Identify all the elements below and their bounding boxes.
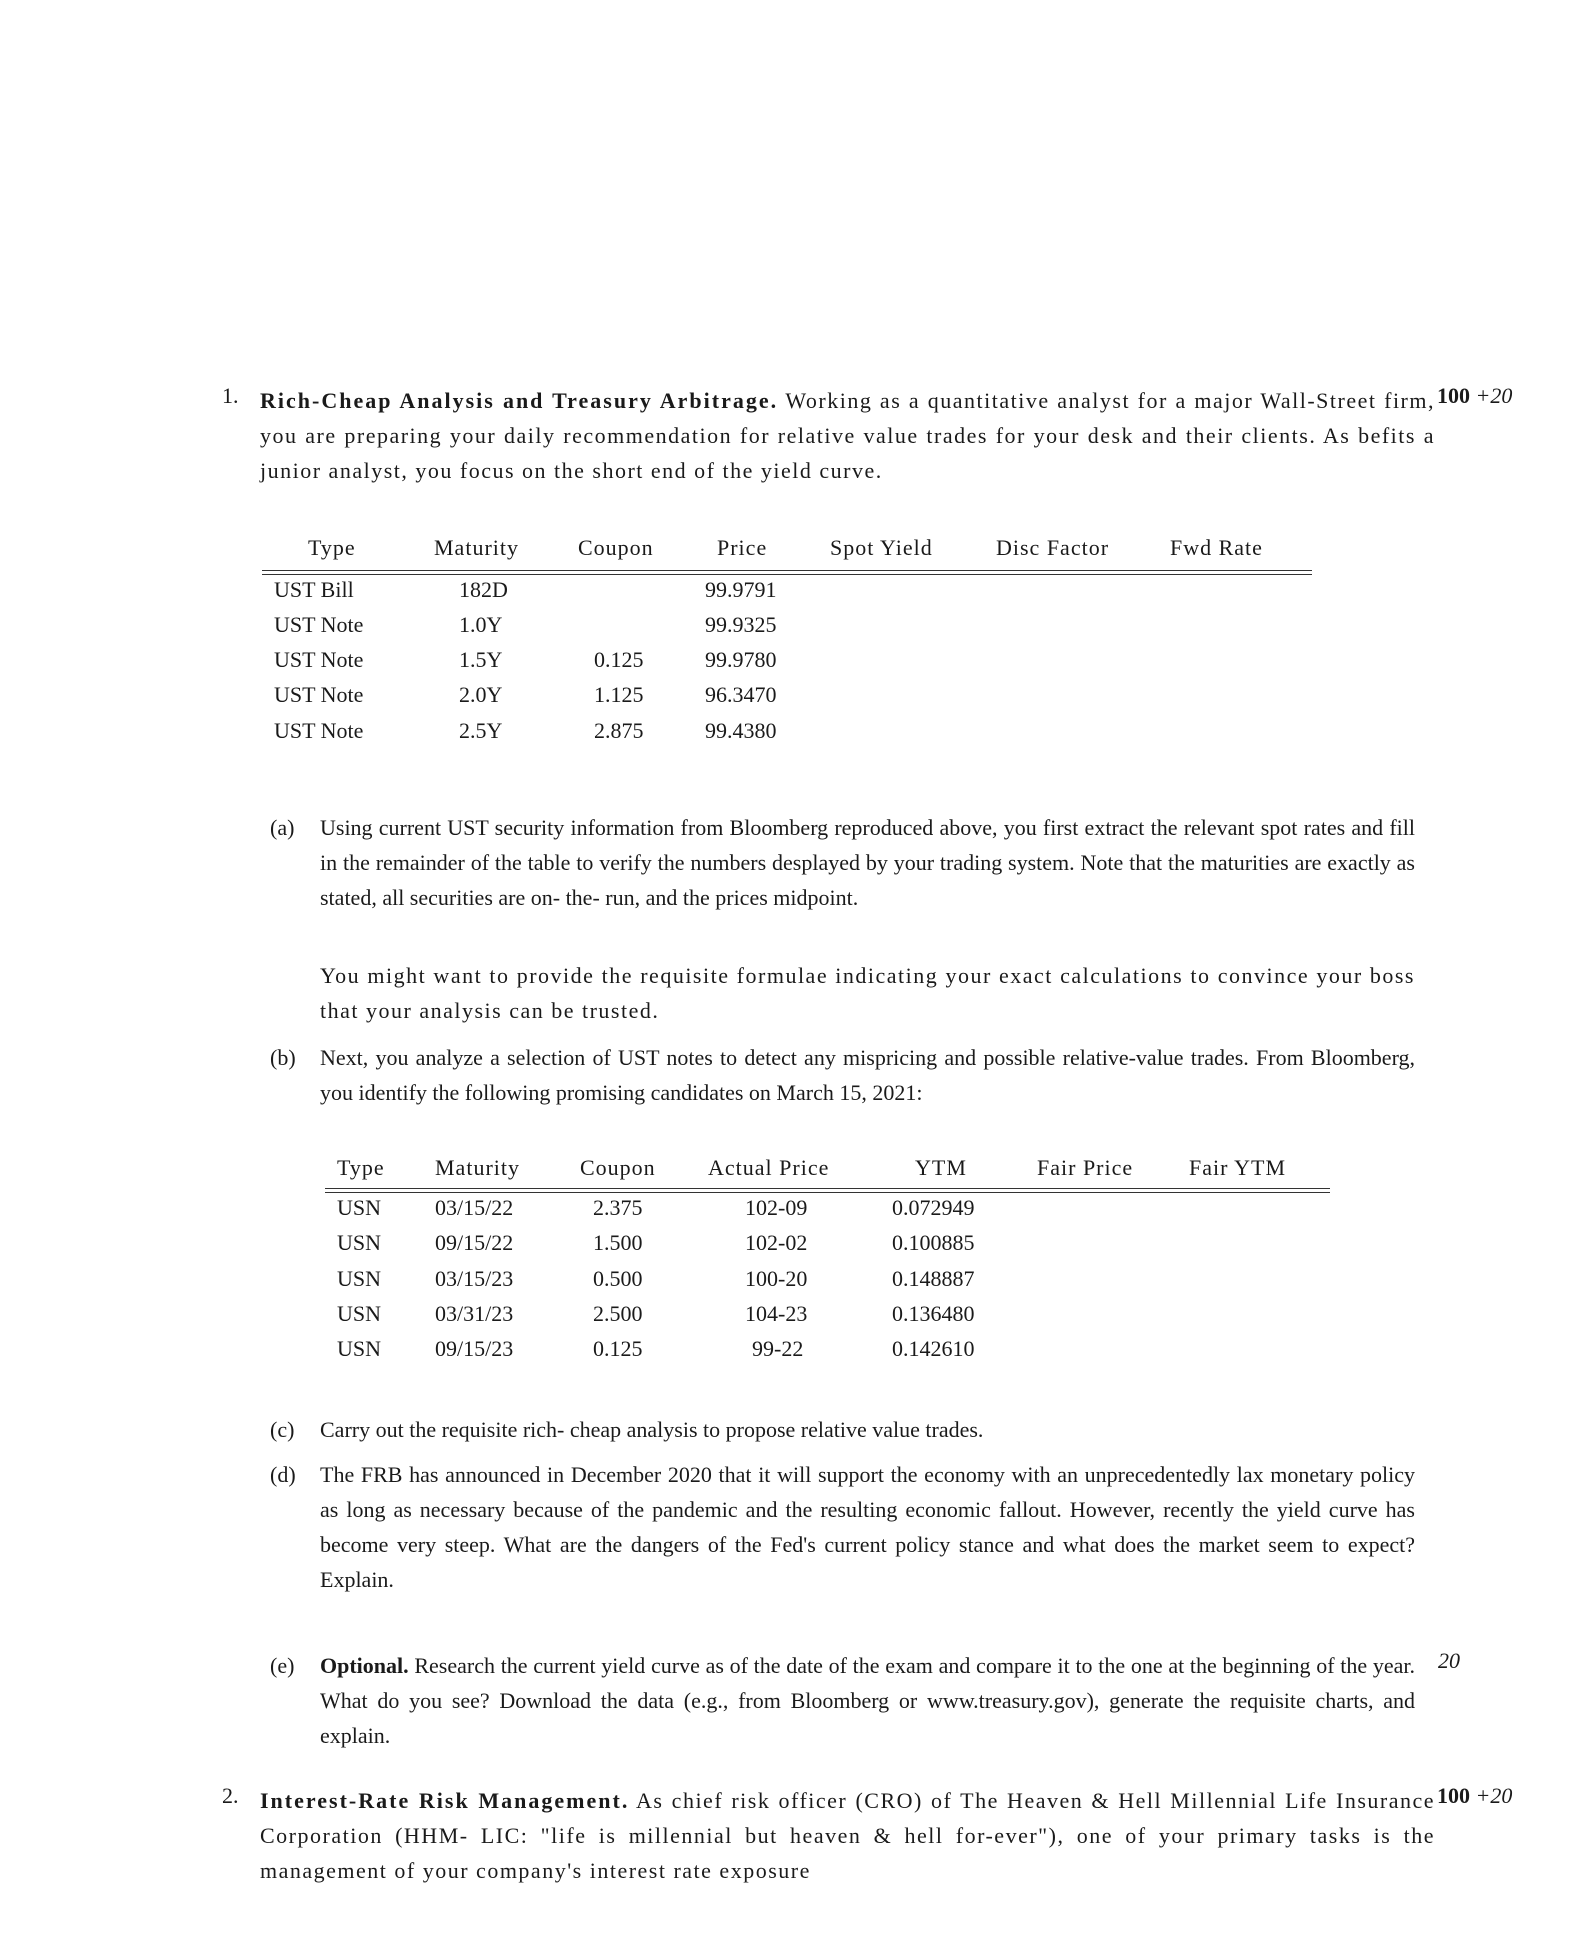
table-cell: 1.5Y [459,647,503,672]
table-cell: 0.500 [593,1266,643,1291]
table-cell: 09/15/22 [435,1230,514,1255]
table-cell: 03/15/23 [435,1266,514,1291]
table-cell: 1.0Y [459,612,503,637]
column-header: Coupon [578,535,654,560]
table-cell: 1.125 [594,682,644,707]
optional-points: 20 [1438,1648,1460,1673]
table-cell: 2.375 [593,1195,643,1220]
table-cell: 99.9325 [705,612,777,637]
part-label: (b) [270,1045,296,1070]
candidates-table [325,1155,1330,1365]
table-cell: UST Note [274,682,364,707]
table-cell: 0.072949 [892,1195,975,1220]
part-label: (c) [270,1417,295,1442]
column-header: Maturity [435,1155,520,1180]
part-c-text: Carry out the requisite rich- cheap analysis to propose relative value trades. [320,1417,984,1442]
table-cell: 99-22 [752,1336,804,1361]
spot-rate-table [262,535,1312,745]
column-header: YTM [915,1155,967,1180]
table-cell: 99.4380 [705,718,777,743]
part-a [270,810,1415,1030]
problem-points [1437,1783,1512,1809]
column-header: Fair YTM [1189,1155,1287,1180]
part-e-text [320,1648,1415,1753]
table-cell: 102-02 [745,1230,808,1255]
table-cell: 03/31/23 [435,1301,514,1326]
problem-intro-text: As chief risk officer (CRO) of The Heaven & Hell Millennial Life Insurance Corporation (HHM- LIC: "life is millennial but heaven & hell for-ever"), one of your primary tasks is the management of your company's interest rate exposure [260,1788,1436,1883]
table-cell: 0.125 [594,647,644,672]
part-label: (d) [270,1462,296,1487]
table-cell: 0.136480 [892,1301,975,1326]
header-rule [262,570,1312,575]
column-header: Type [337,1155,385,1180]
table-cell: UST Note [274,612,364,637]
column-header: Type [308,535,356,560]
problem-intro [260,1783,1435,1888]
table-cell: 2.875 [594,718,644,743]
table-cell: 0.148887 [892,1266,975,1291]
column-header: Coupon [580,1155,656,1180]
header-rule [325,1188,1330,1193]
table-cell: 102-09 [745,1195,808,1220]
table-cell: 0.125 [593,1336,643,1361]
problem-intro-text: Working as a quantitative analyst for a major Wall-Street firm, you are preparing your daily recommendation for relative value trades for your desk and their clients. As befits a junior analyst, you focus on the short end of the yield curve. [260,388,1435,483]
problem-title: Interest-Rate Risk Management. [260,1788,630,1813]
column-header: Disc Factor [996,535,1110,560]
table-cell: 1.500 [593,1230,643,1255]
table-cell: UST Note [274,718,364,743]
part-label: (a) [270,815,295,840]
table-cell: USN [337,1301,382,1326]
table-cell: USN [337,1336,382,1361]
table-cell: 03/15/22 [435,1195,514,1220]
column-header: Fair Price [1037,1155,1134,1180]
column-header: Fwd Rate [1170,535,1263,560]
column-header: Price [717,535,768,560]
problem-title: Rich-Cheap Analysis and Treasury Arbitrage. [260,388,779,413]
optional-label: Optional. [320,1653,409,1678]
problem-number: 2. [222,1783,239,1808]
table-cell: 96.3470 [705,682,777,707]
part-b-text: Next, you analyze a selection of UST notes to detect any mispricing and possible relative-value trades. From Bloomberg, you identify the following promising candidates on March 15, 2021: [320,1045,1415,1105]
table-cell: UST Note [274,647,364,672]
table-cell: USN [337,1266,382,1291]
problem-points [1437,383,1512,409]
table-cell: 2.5Y [459,718,503,743]
table-cell: UST Bill [274,577,354,602]
table-cell: 104-23 [745,1301,808,1326]
points-value: 100 [1437,383,1470,408]
table-cell: 2.0Y [459,682,503,707]
column-header: Maturity [434,535,519,560]
column-header: Spot Yield [830,535,933,560]
table-cell: USN [337,1195,382,1220]
part-label: (e) [270,1653,295,1678]
table-cell: USN [337,1230,382,1255]
part-a-text: Using current UST security information from Bloomberg reproduced above, you first extract the relevant spot rates and fill in the remainder of the table to verify the numbers desplayed by your trading system. Note that the maturities are exactly as stated, all securities are on- the- run, and the prices midpoint. [320,815,1415,910]
part-e-body: Research the current yield curve as of the date of the exam and compare it to the one at the beginning of the year. What do you see? Download the data (e.g., from Bloomberg or www.treasury.gov), generate the requisite charts, and explain. [320,1653,1416,1748]
bonus-points: +20 [1475,1783,1513,1808]
part-d-text: The FRB has announced in December 2020 that it will support the economy with an unprecedentedly lax monetary policy as long as necessary because of the pandemic and the resulting economic fallout. However, recently the yield curve has become very steep. What are the dangers of the Fed's current policy stance and what does the market seem to expect? Explain. [320,1462,1415,1592]
problem-intro [260,383,1435,488]
problem-number: 1. [222,383,239,408]
table-cell: 2.500 [593,1301,643,1326]
table-cell: 182D [459,577,508,602]
table-cell: 99.9780 [705,647,777,672]
bonus-points: +20 [1475,383,1513,408]
column-header: Actual Price [708,1155,830,1180]
table-cell: 09/15/23 [435,1336,514,1361]
table-cell: 100-20 [745,1266,808,1291]
part-a-text-2: You might want to provide the requisite formulae indicating your exact calculations to convince your boss that your analysis can be trusted. [320,963,1415,1023]
points-value: 100 [1437,1783,1470,1808]
table-cell: 0.142610 [892,1336,975,1361]
table-cell: 0.100885 [892,1230,975,1255]
table-cell: 99.9791 [705,577,777,602]
